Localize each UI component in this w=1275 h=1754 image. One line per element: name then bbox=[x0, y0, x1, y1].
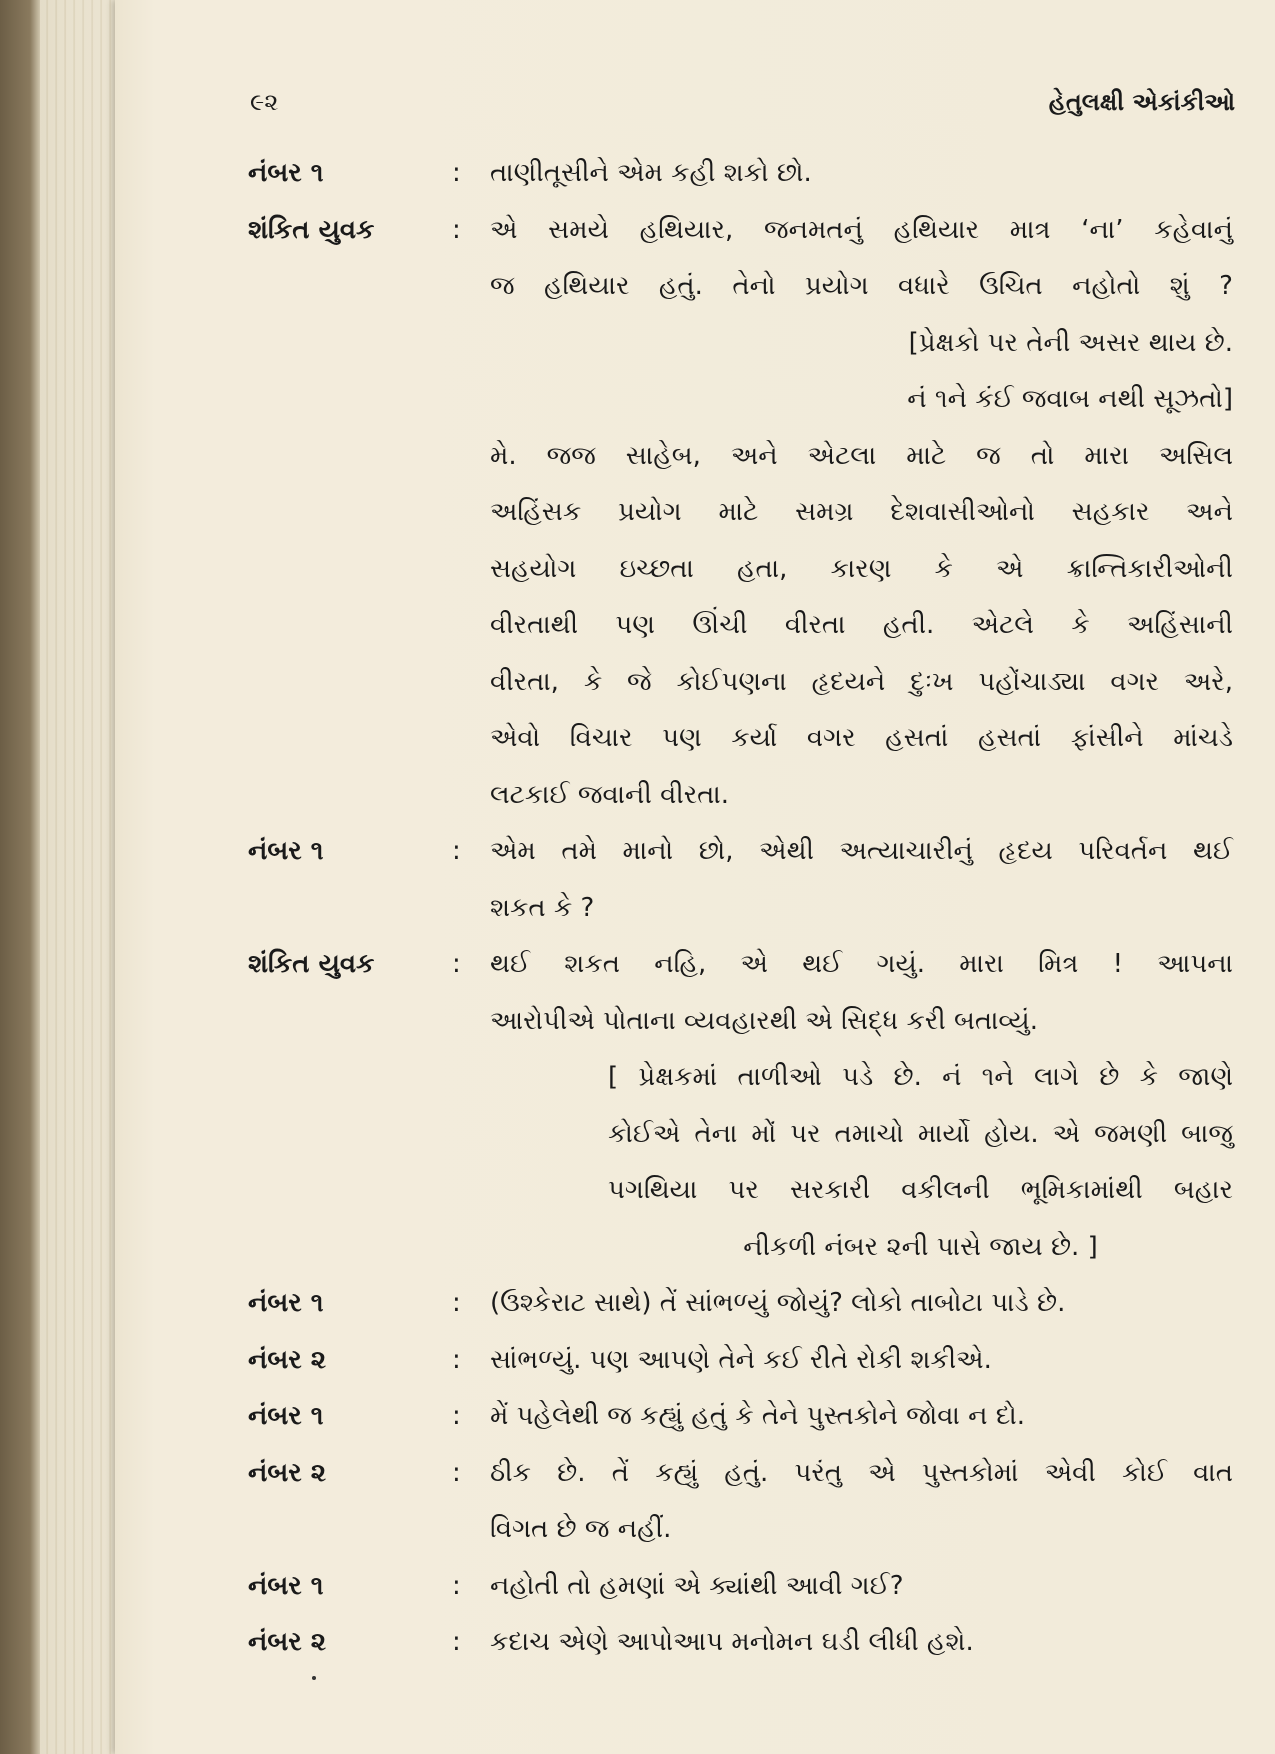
colon-separator: : bbox=[452, 1570, 461, 1601]
stage-direction-line bbox=[248, 315, 1233, 372]
dialogue-text: લટકાઈ જવાની વીરતા. bbox=[490, 779, 730, 810]
stage-direction-line bbox=[248, 371, 1233, 428]
dialogue-text: એ સમયે હથિયાર, જનમતનું હથિયાર માત્ર ‘ના’ કહેવાનું bbox=[490, 214, 1233, 245]
dialogue-text: જ હથિયાર હતું. તેનો પ્રયોગ વધારે ઉચિત નહોતો શું ? bbox=[490, 271, 1233, 301]
colon-separator: : bbox=[452, 158, 461, 188]
speaker-name: શંકિત યુવક bbox=[248, 214, 375, 245]
running-title: હેતુલક્ષી એકાંકીઓ bbox=[1048, 88, 1235, 116]
colon-separator: : bbox=[452, 214, 461, 245]
dialogue-line bbox=[248, 936, 1233, 993]
dialogue-continuation bbox=[248, 541, 1233, 598]
colon-separator: : bbox=[452, 836, 461, 866]
speaker-name: નંબર ૨ bbox=[248, 1627, 327, 1657]
stage-direction-line bbox=[248, 1219, 1233, 1276]
colon-separator: : bbox=[452, 1288, 461, 1318]
stage-direction-line bbox=[248, 1049, 1233, 1106]
speaker-name: નંબર ૧ bbox=[248, 1570, 324, 1601]
stage-direction-text: [પ્રેક્ષકો પર તેની અસર થાય છે. bbox=[908, 327, 1233, 358]
dialogue-body bbox=[248, 145, 1233, 1671]
dialogue-text: તાણીતૂસીને એમ કહી શકો છો. bbox=[490, 158, 812, 188]
dialogue-continuation bbox=[248, 258, 1233, 315]
stage-direction-text: કોઈએ તેના મોં પર તમાચો માર્યો હોય. એ જમણી બાજુ bbox=[608, 1118, 1233, 1149]
dialogue-text: કદાચ એણે આપોઆપ મનોમન ઘડી લીધી હશે. bbox=[490, 1627, 974, 1657]
dialogue-continuation bbox=[248, 1501, 1233, 1558]
speaker-name: નંબર ૧ bbox=[248, 1288, 324, 1318]
dialogue-text: વીરતાથી પણ ઊંચી વીરતા હતી. એટલે કે અહિંસાની bbox=[490, 610, 1233, 640]
stage-direction-line bbox=[248, 1162, 1233, 1219]
speaker-name: નંબર ૨ bbox=[248, 1457, 327, 1488]
speaker-name: શંકિત યુવક bbox=[248, 949, 375, 979]
dialogue-line bbox=[248, 145, 1233, 202]
dialogue-text: મે. જજ સાહેબ, અને એટલા માટે જ તો મારા અસિલ bbox=[490, 440, 1233, 471]
dialogue-text: નહોતી તો હમણાં એ ક્યાંથી આવી ગઈ? bbox=[490, 1570, 904, 1601]
dialogue-text: સાંભળ્યું. પણ આપણે તેને કઈ રીતે રોકી શકીએ. bbox=[490, 1344, 992, 1375]
dialogue-continuation bbox=[248, 880, 1233, 937]
dialogue-continuation bbox=[248, 654, 1233, 711]
book-page-edges bbox=[40, 0, 120, 1754]
dialogue-continuation bbox=[248, 993, 1233, 1050]
speaker-name: નંબર ૧ bbox=[248, 836, 324, 866]
dialogue-line bbox=[248, 1445, 1233, 1502]
dialogue-continuation bbox=[248, 767, 1233, 824]
dialogue-text: વિગત છે જ નહીં. bbox=[490, 1514, 672, 1544]
dialogue-line bbox=[248, 1332, 1233, 1389]
dialogue-text: અહિંસક પ્રયોગ માટે સમગ્ર દેશવાસીઓનો સહકાર અને bbox=[490, 497, 1233, 527]
stage-direction-line bbox=[248, 1106, 1233, 1163]
dialogue-line bbox=[248, 1614, 1233, 1671]
dialogue-line bbox=[248, 202, 1233, 259]
page-header bbox=[250, 88, 1235, 128]
dialogue-text: આરોપીએ પોતાના વ્યવહારથી એ સિદ્ધ કરી બતાવ્યું. bbox=[490, 1005, 1038, 1036]
dialogue-line bbox=[248, 1558, 1233, 1615]
dialogue-line bbox=[248, 1388, 1233, 1445]
dialogue-continuation bbox=[248, 484, 1233, 541]
dialogue-continuation bbox=[248, 428, 1233, 485]
dialogue-text: વીરતા, કે જે કોઈપણના હૃદયને દુઃખ પહોંચાડ્યા વગર અરે, bbox=[490, 666, 1233, 697]
speaker-name: નંબર ૨ bbox=[248, 1344, 327, 1375]
colon-separator: : bbox=[452, 1401, 461, 1431]
dialogue-line bbox=[248, 823, 1233, 880]
dialogue-text: એવો વિચાર પણ કર્યા વગર હસતાં હસતાં ફાંસીને માંચડે bbox=[490, 723, 1233, 753]
dialogue-text: શકત કે ? bbox=[490, 892, 595, 923]
stage-direction-text: નં ૧ને કંઈ જવાબ નથી સૂઝતો] bbox=[907, 384, 1233, 414]
stage-direction-text: [ પ્રેક્ષકમાં તાળીઓ પડે છે. નં ૧ને લાગે છે કે જાણે bbox=[608, 1062, 1233, 1092]
page-number: ૯૨ bbox=[250, 88, 279, 116]
dialogue-continuation bbox=[248, 597, 1233, 654]
dialogue-text: (ઉશ્કેરાટ સાથે) તેં સાંભળ્યું જોયું? લોકો તાબોટા પાડે છે. bbox=[490, 1288, 1066, 1318]
ink-dot bbox=[312, 1676, 316, 1680]
dialogue-text: થઈ શકત નહિ, એ થઈ ગયું. મારા મિત્ર ! આપના bbox=[490, 949, 1233, 979]
dialogue-text: એમ તમે માનો છો, એથી અત્યાચારીનું હૃદય પરિવર્તન થઈ bbox=[490, 836, 1233, 866]
stage-direction-text: નીકળી નંબર ૨ની પાસે જાય છે. ] bbox=[743, 1231, 1098, 1262]
dialogue-continuation bbox=[248, 710, 1233, 767]
dialogue-text: ઠીક છે. તેં કહ્યું હતું. પરંતુ એ પુસ્તકોમાં એવી કોઈ વાત bbox=[490, 1457, 1233, 1488]
colon-separator: : bbox=[452, 1344, 461, 1375]
colon-separator: : bbox=[452, 1627, 461, 1657]
speaker-name: નંબર ૧ bbox=[248, 1401, 324, 1431]
speaker-name: નંબર ૧ bbox=[248, 158, 324, 188]
dialogue-line bbox=[248, 1275, 1233, 1332]
dialogue-text: સહયોગ ઇચ્છતા હતા, કારણ કે એ ક્રાન્તિકારીઓની bbox=[490, 553, 1233, 584]
colon-separator: : bbox=[452, 949, 461, 979]
dialogue-text: મેં પહેલેથી જ કહ્યું હતું કે તેને પુસ્તકોને જોવા ન દો. bbox=[490, 1401, 1026, 1431]
colon-separator: : bbox=[452, 1457, 461, 1488]
stage-direction-text: પગથિયા પર સરકારી વકીલની ભૂમિકામાંથી બહાર bbox=[608, 1175, 1233, 1205]
